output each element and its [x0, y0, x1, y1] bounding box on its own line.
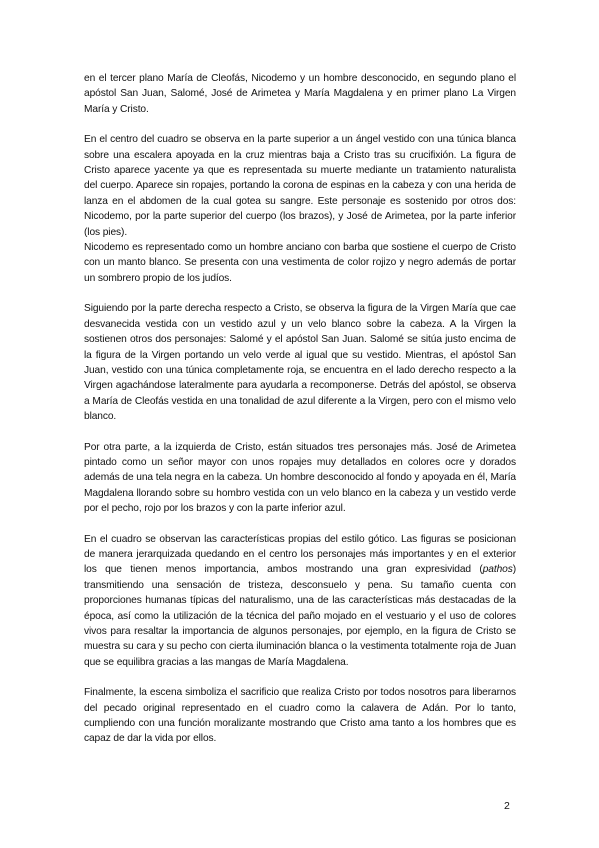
document-body — [84, 71, 516, 747]
gothic-paragraph-rest: transmitiendo una sensación de tristeza, desconsuelo y pena. Su tamaño cuenta con proporciones humanas típicas del naturalismo, una de las características más destacadas de la época, así como la utilización de la técnica del paño mojado en el vestuario y el uso de colores vivos para resaltar la importancia de algunos personajes, por ejemplo, en la figura de Cristo se muestra su cara y su pecho con cierta iluminación blanca o la vestimenta totalmente roja de Juan que se equilibra gracias a las mangas de María Magdalena. — [84, 579, 516, 668]
gothic-paragraph-close: ) — [512, 564, 516, 576]
paragraph-virgin-mary: Siguiendo por la parte derecha respecto a Cristo, se observa la figura de la Virgen María que cae desvanecida vestida con un vestido azul y un velo blanco sobre la cabeza. A la Virgen la sostienen otros dos personajes: Salomé y el apóstol San Juan. Salomé se sitúa justo encima de la figura de la Virgen portando un velo verde al igual que su vestido. Mientras, el apóstol San Juan, vestido con una túnica completamente roja, se encuentra en el lado derecho respecto a la Virgen agachándose lateralmente para ayudarla a recomponerse. Detrás del apóstol, se observa a María de Cleofás vestida en una tonalidad de azul diferente a la Virgen, pero con el mismo velo blanco. — [84, 303, 516, 423]
paragraph-conclusion: Finalmente, la escena simboliza el sacrificio que realiza Cristo por todos nosotros para liberarnos del pecado original representado en el cuadro como la calavera de Adán. Por lo tanto, cumpliendo con una función moralizante mostrando que Cristo ama tanto a los hombres que es capaz de dar la vida por ellos. — [84, 687, 516, 745]
paragraph-center-christ: En el centro del cuadro se observa en la parte superior a un ángel vestido con una túnica blanca sobre una escalera apoyada en la cruz mientras baja a Cristo tras su crucifixión. La figura de Cristo aparece yacente ya que es representada su muerte mediante un tratamiento naturalista del cuerpo. Aparece sin ropajes, portando la corona de espinas en la cabeza y con una herida de lanza en el abdomen de la cual gotea su sangre. Este personaje es sostenido por otros dos: Nicodemo, por la parte superior del cuerpo (los brazos), y José de Arimetea, por la parte inferior (los pies). — [84, 134, 516, 238]
gothic-paragraph-intro: En el cuadro se observan las características propias del estilo gótico. Las figuras se posicionan de manera jerarquizada quedando en el centro los personajes más importantes y en el exterior los que tienen menos importancia, ambos mostrando una gran expresividad ( — [84, 533, 516, 576]
page-number: 2 — [504, 800, 510, 812]
paragraph-figures-planes: en el tercer plano María de Cleofás, Nicodemo y un hombre desconocido, en segundo plano el apóstol San Juan, Salomé, José de Arimetea y María Magdalena y en primer plano La Virgen María y Cristo. — [84, 73, 516, 115]
paragraph-left-figures: Por otra parte, a la izquierda de Cristo, están situados tres personajes más. José de Arimetea pintado como un señor mayor con unos ropajes muy detallados en colores ocre y dorados además de una tela negra en la cabeza. Un hombre desconocido al fondo y apoyada en él, María Magdalena llorando sobre su hombro vestida con un velo blanco en la cabeza y un vestido verde por el pecho, rojo por los brazos y con la parte inferior azul. — [84, 441, 516, 515]
pathos-term: pathos — [482, 564, 513, 576]
paragraph-nicodemo: Nicodemo es representado como un hombre anciano con barba que sostiene el cuerpo de Cristo con un manto blanco. Se presenta con una vestimenta de color rojizo y negro además de portar un sombrero propio de los judíos. — [84, 242, 516, 284]
paragraph-gothic-style — [84, 532, 516, 671]
